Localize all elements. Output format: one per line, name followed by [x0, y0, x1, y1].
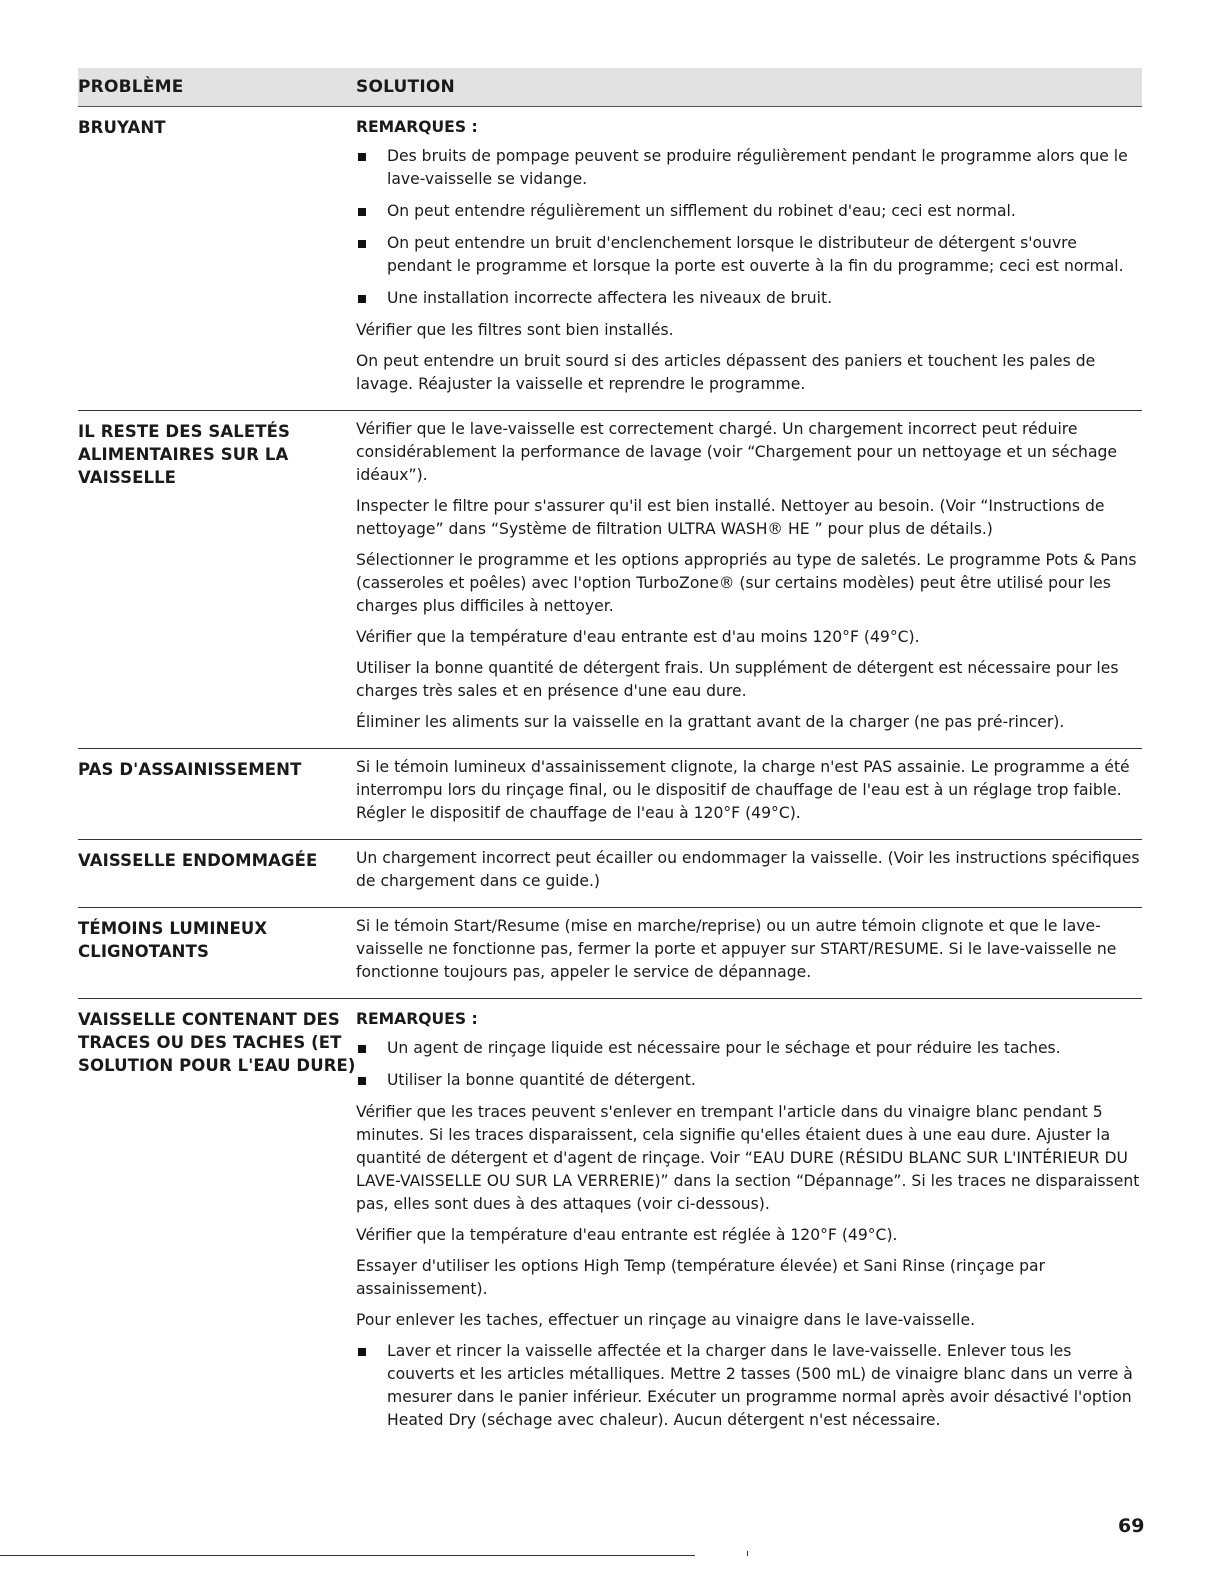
problem-label: TÉMOINS LUMINEUX CLIGNOTANTS — [78, 919, 268, 961]
solution-cell — [356, 1006, 1142, 1441]
solution-cell — [356, 418, 1142, 742]
solution-paragraph: Vérifier que les traces peuvent s'enlever en trempant l'article dans du vinaigre blanc pendant 5 minutes. Si les traces disparaissent, cela signifie qu'elles étaient dues à une eau dure. Ajuster la quantité de détergent et d'agent de rinçage. Voir “EAU DURE (RÉSIDU BLANC SUR L'INTÉRIEUR DU LAVE-VAISSELLE OU SUR LA VERRERIE)” dans la section “Dépannage”. Si les traces ne disparaissent pas, elles sont dues à des attaques (voir ci-dessous). — [356, 1103, 1140, 1213]
list-item: Un agent de rinçage liquide est nécessaire pour le séchage et pour réduire les taches. — [356, 1037, 1142, 1060]
bullet-list — [356, 145, 1142, 310]
list-item: On peut entendre un bruit d'enclenchement lorsque le distributeur de détergent s'ouvre pendant le programme et lorsque la porte est ouverte à la fin du programme; ceci est normal. — [356, 232, 1142, 278]
problem-label: BRUYANT — [78, 118, 166, 137]
footer-tick — [747, 1551, 748, 1556]
footer-rule — [0, 1555, 695, 1556]
solution-paragraph: Vérifier que le lave-vaisselle est correctement chargé. Un chargement incorrect peut réduire considérablement la performance de lavage (voir “Chargement pour un nettoyage et un séchage idéaux”). — [356, 420, 1117, 484]
solution-cell — [356, 756, 1142, 833]
solution-paragraph: Sélectionner le programme et les options appropriés au type de saletés. Le programme Pots & Pans (casseroles et poêles) avec l'option TurboZone® (sur certains modèles) peut être utilisé pour les charges plus difficiles à nettoyer. — [356, 551, 1137, 615]
solution-paragraph: Vérifier que la température d'eau entrante est d'au moins 120°F (49°C). — [356, 628, 920, 646]
solution-cell — [356, 915, 1142, 992]
table-row — [78, 840, 1142, 908]
solution-paragraph: Vérifier que la température d'eau entrante est réglée à 120°F (49°C). — [356, 1226, 898, 1244]
table-row — [78, 999, 1142, 1447]
solution-cell — [356, 114, 1142, 404]
solution-paragraph: Utiliser la bonne quantité de détergent frais. Un supplément de détergent est nécessaire pour les charges très sales et en présence d'une eau dure. — [356, 659, 1119, 700]
problem-label: PAS D'ASSAINISSEMENT — [78, 760, 302, 779]
table-row — [78, 908, 1142, 999]
table-header — [78, 68, 1142, 107]
table-row — [78, 107, 1142, 411]
solution-paragraph: On peut entendre un bruit sourd si des articles dépassent des paniers et touchent les pales de lavage. Réajuster la vaisselle et reprendre le programme. — [356, 352, 1096, 393]
bullet-list — [356, 1340, 1142, 1432]
solution-paragraph: Éliminer les aliments sur la vaisselle en la grattant avant de la charger (ne pas pré-rincer). — [356, 713, 1065, 731]
solution-paragraph: Si le témoin Start/Resume (mise en marche/reprise) ou un autre témoin clignote et que le lave-vaisselle ne fonctionne pas, fermer la porte et appuyer sur START/RESUME. Si le lave-vaisselle ne fonctionne toujours pas, appeler le service de dépannage. — [356, 917, 1117, 981]
problem-label: IL RESTE DES SALETÉS ALIMENTAIRES SUR LA VAISSELLE — [78, 422, 290, 487]
solution-cell — [356, 847, 1142, 901]
list-item: Laver et rincer la vaisselle affectée et la charger dans le lave-vaisselle. Enlever tous les couverts et les articles métalliques. Mettre 2 tasses (500 mL) de vinaigre blanc dans un verre à mesurer dans le panier inférieur. Exécuter un programme normal après avoir désactivé l'option Heated Dry (séchage avec chaleur). Aucun détergent n'est nécessaire. — [356, 1340, 1142, 1432]
solution-paragraph: Essayer d'utiliser les options High Temp (température élevée) et Sani Rinse (rinçage par assainissement). — [356, 1257, 1046, 1298]
bullet-list — [356, 1037, 1142, 1092]
notes-title: REMARQUES : — [356, 1010, 478, 1028]
list-item: Des bruits de pompage peuvent se produire régulièrement pendant le programme alors que le lave-vaisselle se vidange. — [356, 145, 1142, 191]
page-number: 69 — [1118, 1515, 1145, 1537]
troubleshooting-table — [78, 68, 1142, 1447]
solution-paragraph: Vérifier que les filtres sont bien installés. — [356, 321, 674, 339]
table-row — [78, 411, 1142, 749]
list-item: On peut entendre régulièrement un sifflement du robinet d'eau; ceci est normal. — [356, 200, 1142, 223]
problem-label: VAISSELLE CONTENANT DES TRACES OU DES TACHES (ET SOLUTION POUR L'EAU DURE) — [78, 1010, 356, 1075]
solution-paragraph: Pour enlever les taches, effectuer un rinçage au vinaigre dans le lave-vaisselle. — [356, 1311, 976, 1329]
header-problem: PROBLÈME — [78, 77, 184, 97]
notes-title: REMARQUES : — [356, 118, 478, 136]
list-item: Utiliser la bonne quantité de détergent. — [356, 1069, 1142, 1092]
solution-paragraph: Inspecter le filtre pour s'assurer qu'il est bien installé. Nettoyer au besoin. (Voir “Instructions de nettoyage” dans “Système de filtration ULTRA WASH® HE ” pour plus de détails.) — [356, 497, 1105, 538]
table-row — [78, 749, 1142, 840]
solution-paragraph: Si le témoin lumineux d'assainissement clignote, la charge n'est PAS assainie. Le programme a été interrompu lors du rinçage final, ou le dispositif de chauffage de l'eau est à un réglage trop faible. Régler le dispositif de chauffage de l'eau à 120°F (49°C). — [356, 758, 1130, 822]
solution-paragraph: Un chargement incorrect peut écailler ou endommager la vaisselle. (Voir les instructions spécifiques de chargement dans ce guide.) — [356, 849, 1140, 890]
list-item: Une installation incorrecte affectera les niveaux de bruit. — [356, 287, 1142, 310]
problem-label: VAISSELLE ENDOMMAGÉE — [78, 851, 318, 870]
header-solution: SOLUTION — [356, 77, 455, 97]
